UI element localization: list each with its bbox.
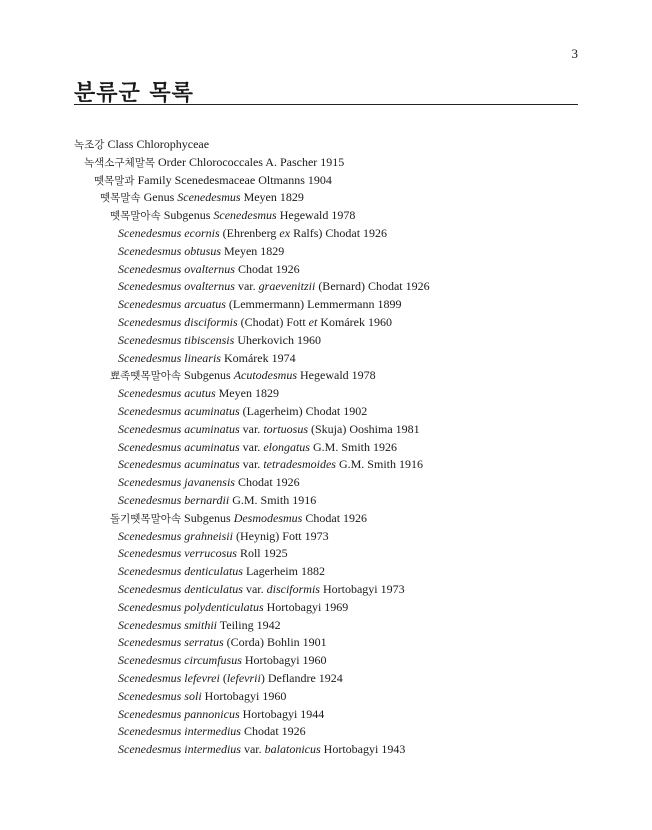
italic-name: balatonicus — [264, 742, 321, 757]
taxon-entry — [74, 278, 594, 296]
korean-name: 뾰족뗏목말아속 — [110, 370, 182, 383]
italic-name: tortuosus — [263, 421, 308, 436]
taxon-text: var. — [239, 457, 264, 472]
italic-name: Scenedesmus disciformis — [118, 314, 238, 329]
korean-name: 녹조강 — [74, 139, 105, 151]
taxon-text: Uherkovich 1960 — [234, 332, 321, 347]
italic-name: elongatus — [263, 439, 310, 454]
taxon-text: Roll 1925 — [236, 546, 288, 561]
taxon-entry — [74, 439, 594, 457]
taxon-entry — [74, 243, 594, 261]
taxon-entry — [74, 421, 594, 439]
italic-name: Scenedesmus arcuatus — [118, 297, 226, 312]
taxon-entry — [74, 670, 594, 688]
italic-name: Scenedesmus circumfusus — [118, 653, 242, 668]
taxon-text: Hortobagyi 1943 — [320, 742, 406, 757]
taxon-entry — [74, 634, 594, 652]
taxon-text: Subgenus — [160, 208, 214, 223]
italic-name: graevenitzii — [258, 279, 316, 294]
korean-name: 녹색소구체말목 — [84, 156, 156, 169]
italic-name: Scenedesmus acuminatus — [118, 421, 240, 436]
taxon-entry — [74, 385, 594, 403]
taxon-text: (Lagerheim) Chodat 1902 — [239, 403, 368, 418]
taxon-text: Chodat 1926 — [240, 724, 306, 739]
italic-name: disciformis — [266, 581, 320, 596]
taxon-entry — [74, 225, 594, 243]
taxon-text: Chodat 1926 — [302, 510, 368, 525]
italic-name: Scenedesmus soli — [118, 688, 202, 703]
italic-name: Scenedesmus — [177, 190, 241, 205]
italic-name: Scenedesmus pannonicus — [118, 706, 240, 721]
taxon-text: var. — [234, 279, 259, 294]
taxon-text: (Skuja) Ooshima 1981 — [308, 421, 420, 436]
italic-name: Scenedesmus obtusus — [118, 243, 221, 258]
taxon-text: Hortobagyi 1973 — [319, 581, 405, 596]
taxon-text: Chodat 1926 — [234, 261, 300, 276]
taxon-entry — [74, 332, 594, 350]
taxon-text: Family Scenedesmaceae Oltmanns 1904 — [134, 172, 332, 187]
korean-name: 뗏목말속 — [100, 192, 141, 205]
taxon-text: (Lemmermann) Lemmermann 1899 — [225, 297, 402, 312]
taxon-entry — [74, 688, 594, 706]
taxon-text: G.M. Smith 1916 — [229, 492, 317, 507]
taxon-text: Hortobagyi 1969 — [263, 599, 349, 614]
italic-name: lefevrii — [226, 670, 261, 685]
taxon-text: Subgenus — [181, 510, 234, 525]
taxon-entry — [74, 154, 594, 172]
taxon-text: Komárek 1974 — [220, 350, 296, 365]
taxon-entry — [74, 474, 594, 492]
taxon-entry — [74, 350, 594, 368]
italic-name: Scenedesmus serratus — [118, 635, 224, 650]
italic-name: Scenedesmus denticulatus — [118, 581, 243, 596]
taxon-text: Order Chlorococcales A. Pascher 1915 — [155, 154, 345, 169]
taxon-text: Meyen 1829 — [220, 243, 285, 258]
taxon-text: (Heynig) Fott 1973 — [232, 528, 329, 543]
taxon-entry — [74, 296, 594, 314]
italic-name: Scenedesmus bernardii — [118, 492, 230, 507]
taxon-entry — [74, 563, 594, 581]
taxon-entry — [74, 510, 594, 528]
taxon-text: Hortobagyi 1944 — [239, 706, 325, 721]
korean-name: 뗏목말아속 — [110, 210, 161, 223]
italic-name: et — [308, 314, 318, 329]
taxon-entry — [74, 367, 594, 385]
title-rule — [74, 104, 578, 105]
italic-name: Scenedesmus ovalternus — [118, 261, 235, 276]
taxon-entry — [74, 261, 594, 279]
taxon-text: Chodat 1926 — [234, 475, 300, 490]
taxon-text: Lagerheim 1882 — [242, 564, 325, 579]
taxon-entry — [74, 741, 594, 759]
taxon-entry — [74, 136, 594, 154]
taxon-text: Hortobagyi 1960 — [201, 688, 287, 703]
italic-name: Scenedesmus verrucosus — [118, 546, 237, 561]
italic-name: Scenedesmus lefevrei — [118, 670, 220, 685]
taxon-text: Genus — [140, 190, 178, 205]
taxon-text: Meyen 1829 — [240, 190, 304, 205]
italic-name: tetradesmoides — [263, 457, 336, 472]
taxon-entry — [74, 706, 594, 724]
italic-name: Scenedesmus linearis — [118, 350, 221, 365]
taxon-entry — [74, 492, 594, 510]
taxon-text: var. — [239, 421, 264, 436]
italic-name: Scenedesmus intermedius — [118, 742, 241, 757]
italic-name: Acutodesmus — [233, 368, 298, 383]
page-number: 3 — [571, 46, 578, 61]
taxon-entry — [74, 723, 594, 741]
italic-name: Scenedesmus acutus — [118, 386, 216, 401]
italic-name: Scenedesmus denticulatus — [118, 564, 243, 579]
taxon-text: (Bernard) Chodat 1926 — [315, 279, 430, 294]
taxon-text: G.M. Smith 1916 — [335, 457, 423, 472]
taxon-entry — [74, 652, 594, 670]
taxon-text: Meyen 1829 — [215, 386, 279, 401]
italic-name: Scenedesmus tibiscensis — [118, 332, 235, 347]
page-title: 분류군 목록 — [74, 81, 194, 106]
italic-name: Scenedesmus acuminatus — [118, 457, 240, 472]
taxon-entry — [74, 456, 594, 474]
taxon-entry — [74, 599, 594, 617]
taxon-text: Ralfs) Chodat 1926 — [290, 225, 388, 240]
taxon-text: (Ehrenberg — [219, 225, 280, 240]
italic-name: Scenedesmus ecornis — [118, 225, 220, 240]
korean-name: 돌기뗏목말아속 — [110, 512, 182, 525]
taxon-entry — [74, 172, 594, 190]
taxon-text: var. — [239, 439, 264, 454]
taxon-text: (Chodat) Fott — [237, 314, 309, 329]
taxa-list — [74, 136, 594, 759]
taxon-entry — [74, 528, 594, 546]
taxon-text: Hegewald 1978 — [297, 368, 376, 383]
taxon-text: (Corda) Bohlin 1901 — [223, 635, 327, 650]
italic-name: Scenedesmus acuminatus — [118, 439, 240, 454]
italic-name: Desmodesmus — [233, 510, 303, 525]
italic-name: Scenedesmus grahneisii — [118, 528, 233, 543]
taxon-text: G.M. Smith 1926 — [309, 439, 397, 454]
italic-name: Scenedesmus javanensis — [118, 475, 235, 490]
taxon-entry — [74, 581, 594, 599]
taxon-entry — [74, 207, 594, 225]
italic-name: Scenedesmus smithii — [118, 617, 217, 632]
italic-name: Scenedesmus polydenticulatus — [118, 599, 264, 614]
taxon-text: Hegewald 1978 — [276, 208, 356, 223]
taxon-text: Subgenus — [181, 368, 234, 383]
taxon-entry — [74, 403, 594, 421]
taxon-text: ) Deflandre 1924 — [260, 670, 343, 685]
italic-name: Scenedesmus — [213, 208, 277, 223]
taxon-entry — [74, 314, 594, 332]
italic-name: Scenedesmus intermedius — [118, 724, 241, 739]
taxon-text: ( — [219, 670, 227, 685]
italic-name: ex — [279, 225, 291, 240]
italic-name: Scenedesmus ovalternus — [118, 279, 235, 294]
taxon-text: var. — [240, 742, 265, 757]
italic-name: Scenedesmus acuminatus — [118, 403, 240, 418]
taxon-text: Class Chlorophyceae — [104, 137, 210, 151]
korean-name: 뗏목말과 — [94, 174, 135, 187]
taxon-text: var. — [242, 581, 267, 596]
taxon-entry — [74, 617, 594, 635]
taxon-entry — [74, 189, 594, 207]
taxon-entry — [74, 545, 594, 563]
taxon-text: Hortobagyi 1960 — [241, 653, 327, 668]
taxon-text: Teiling 1942 — [216, 617, 281, 632]
taxon-text: Komárek 1960 — [317, 314, 392, 329]
